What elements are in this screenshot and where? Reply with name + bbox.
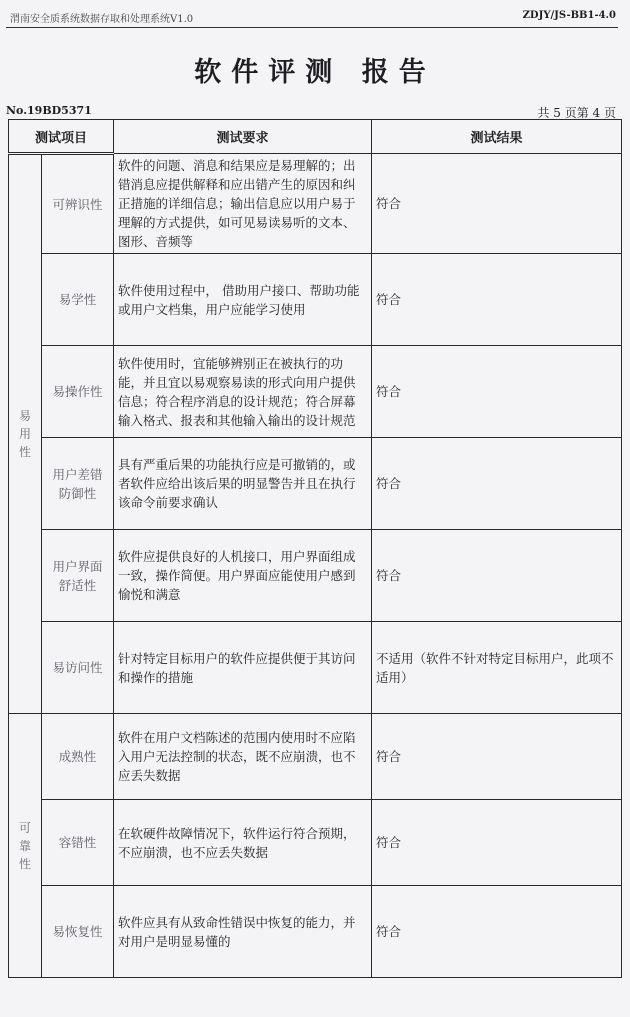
requirement-cell: 软件使用时，宜能够辨别正在被执行的功能，并且宜以易观察易读的形式向用户提供信息；符合程序消息的设计规范；符合屏幕输入格式、报表和其他输入输出的设计规范 [114,346,372,438]
header-rule [6,27,618,28]
requirement-cell: 软件在用户文档陈述的范围内使用时不应陷入用户无法控制的状态，既不应崩溃，也不应丢失数据 [114,714,372,800]
result-cell: 符合 [372,530,622,622]
sub-item: 用户界面舒适性 [42,530,114,622]
requirement-cell: 软件的问题、消息和结果应是易理解的；出错消息应提供解释和应出错产生的原因和纠正措施的详细信息；输出信息应以用户易于理解的方式提供，如可见易读易听的文本、图形、音频等 [114,154,372,254]
result-cell: 符合 [372,154,622,254]
header-left-text: 渭南安全质系统数据存取和处理系统V1.0 [10,14,194,25]
header-test-requirement: 测试要求 [114,120,372,154]
result-cell: 符合 [372,438,622,530]
page-info: 共 5 页第 4 页 [537,106,616,120]
table-row [9,622,622,714]
header-test-item: 测试项目 [9,120,114,154]
sub-item: 容错性 [42,800,114,886]
requirement-cell: 针对特定目标用户的软件应提供便于其访问和操作的措施 [114,622,372,714]
result-cell: 符合 [372,886,622,978]
test-table [8,119,622,978]
result-cell: 符合 [372,714,622,800]
result-cell: 不适用（软件不针对特定目标用户，此项不适用） [372,622,622,714]
requirement-cell: 具有严重后果的功能执行应是可撤销的，或者软件应给出该后果的明显警告并且在执行该命令前要求确认 [114,438,372,530]
requirement-cell: 在软硬件故障情况下，软件运行符合预期，不应崩溃，也不应丢失数据 [114,800,372,886]
result-cell: 符合 [372,800,622,886]
requirement-cell: 软件应提供良好的人机接口，用户界面组成一致，操作简便。用户界面应能使用户感到愉悦和满意 [114,530,372,622]
table-row [9,530,622,622]
category-reliability: 可靠性 [9,714,42,978]
table-row [9,714,622,800]
sub-item: 易操作性 [42,346,114,438]
table-row [9,346,622,438]
sub-item: 易恢复性 [42,886,114,978]
requirement-cell: 软件使用过程中， 借助用户接口、帮助功能或用户文档集，用户应能学习使用 [114,254,372,346]
table-row [9,886,622,978]
sub-item: 成熟性 [42,714,114,800]
header-doc-code: ZDJY/JS-BB1-4.0 [522,10,616,21]
table-row [9,800,622,886]
table-row [9,254,622,346]
result-cell: 符合 [372,254,622,346]
sub-item: 可辨识性 [42,154,114,254]
requirement-cell: 软件应具有从致命性错误中恢复的能力，并对用户是明显易懂的 [114,886,372,978]
header-test-result: 测试结果 [372,120,622,154]
table-header-row [9,120,622,154]
table-row [9,438,622,530]
result-cell: 符合 [372,346,622,438]
sub-item: 易学性 [42,254,114,346]
sub-item: 用户差错防御性 [42,438,114,530]
category-usability: 易用性 [9,154,42,714]
sub-item: 易访问性 [42,622,114,714]
table-row [9,154,622,254]
report-number: No.19BD5371 [6,104,92,117]
page-title: 软件评测 报告 [194,57,436,88]
